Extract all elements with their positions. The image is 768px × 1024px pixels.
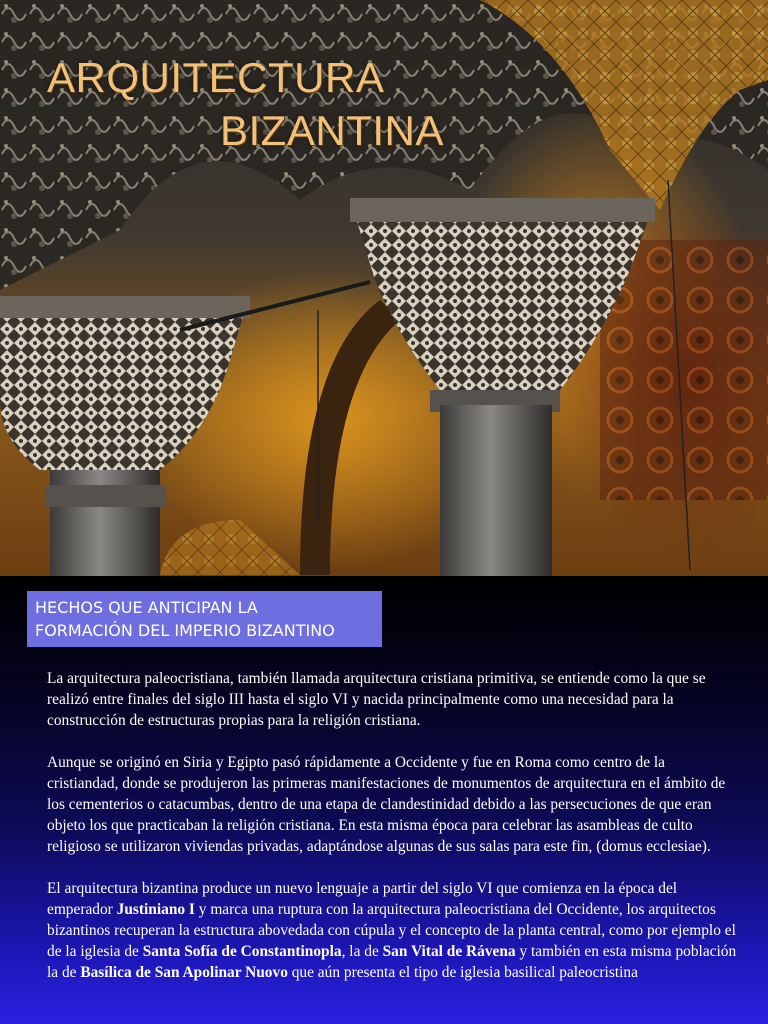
bold-san-vital: San Vital de Rávena [382, 943, 516, 960]
section-heading-line-2: FORMACIÓN DEL IMPERIO BIZANTINO [35, 621, 335, 640]
body-text [47, 668, 737, 1004]
bold-santa-sofia: Santa Sofía de Constantinopla [142, 943, 342, 960]
paragraph-1: La arquitectura paleocristiana, también llamada arquitectura cristiana primitiva, se entiende como la que se realizó entre finales del siglo III hasta el siglo VI y nacida principalmente como una necesidad para la construcción de estructuras propias para la religión cristiana. [47, 670, 706, 729]
paragraph-2: Aunque se originó en Siria y Egipto pasó rápidamente a Occidente y fue en Roma como centro de la cristiandad, donde se produjeron las primeras manifestaciones de monumentos de arquitectura en el ámbito de los cementerios o catacumbas, dentro de una etapa de clandestinidad debido a las persecuciones de que eran objeto los que practicaban la religión cristiana. En esta misma época para celebrar las asambleas de culto religioso se utilizaron viviendas privadas, adaptándose algunas de sus salas para este fin, (domus ecclesiae). [47, 754, 726, 855]
content-panel [0, 576, 768, 1024]
bold-justiniano: Justiniano I [116, 901, 195, 918]
section-heading [27, 591, 382, 647]
section-heading-line-1: HECHOS QUE ANTICIPAN LA [35, 598, 258, 617]
title-line-1: ARQUITECTURA [47, 54, 385, 101]
paragraph-3 [47, 878, 737, 983]
paragraph-3-text-2: y marca una ruptura con la arquitectura paleocristiana del Occidente, los arquitectos bizantinos recuperan la estructura abovedada con cúpula y el concepto de la planta central, como por ejemplo el de la iglesia de [47, 901, 736, 960]
bold-san-apolinar: Basílica de San Apolinar Nuovo [80, 964, 288, 981]
paragraph-3-text-1: El arquitectura bizantina produce un nuevo lenguaje a partir del siglo VI que comienza en la época del emperador [47, 880, 678, 918]
paragraph-3-text-4: y también en esta misma población la de [47, 943, 737, 981]
title-line-2: BIZANTINA [220, 107, 444, 154]
paragraph-3-text-3: , la de [341, 943, 383, 960]
paragraph-3-text-5: que aún presenta el tipo de iglesia basilical paleocristina [287, 964, 638, 981]
